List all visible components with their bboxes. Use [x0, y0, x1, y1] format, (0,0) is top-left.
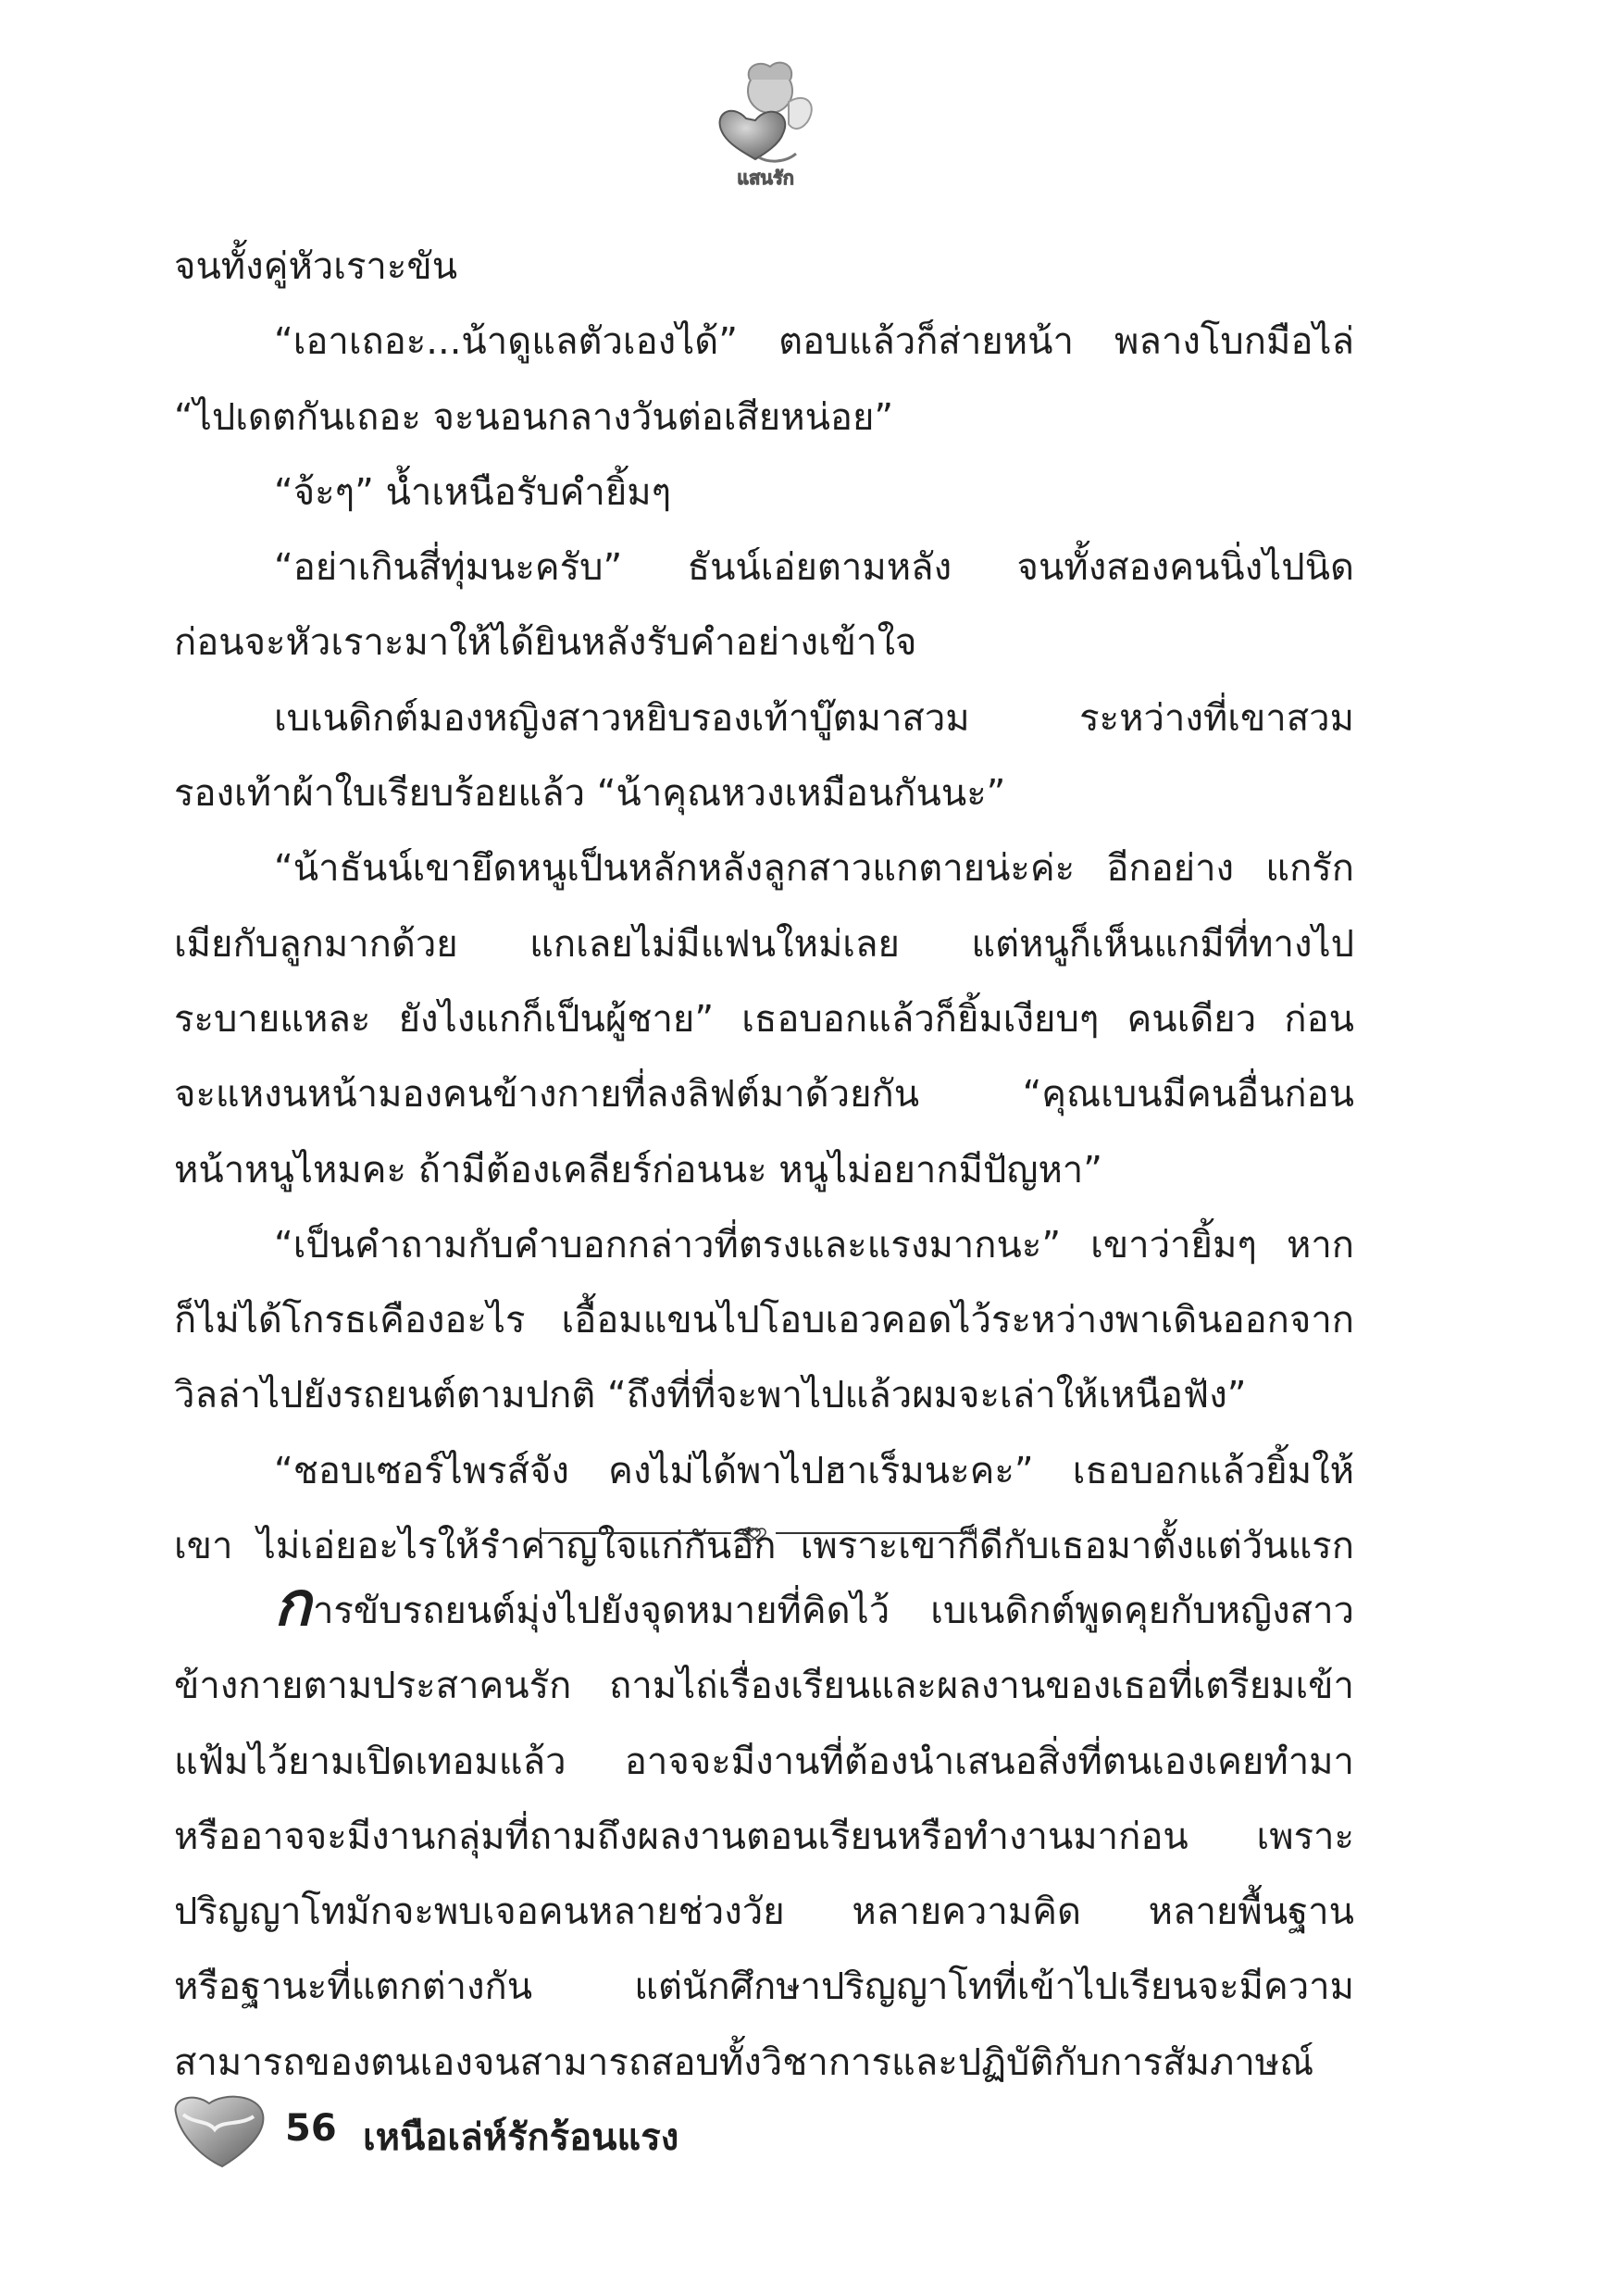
paragraph-line: รองเท้าผ้าใบเรียบร้อยแล้ว “น้าคุณหวงเหมือนกันนะ”: [174, 772, 1006, 816]
paragraph-line: ปริญญาโทมักจะพบเจอคนหลายช่วงวัย หลายความคิด หลายพื้นฐาน: [174, 1890, 1354, 1934]
paragraph-line: “ไปเดตกันเถอะ จะนอนกลางวันต่อเสียหน่อย”: [174, 395, 894, 439]
double-heart-ornament-icon: [537, 1522, 981, 1544]
logo-text: แสนรัก: [737, 167, 794, 189]
scene-separator: [537, 1522, 981, 1544]
paragraph-line: ก็ไม่ได้โกรธเคืองอะไร เอื้อมแขนไปโอบเอวคอดไว้ระหว่างพาเดินออกจาก: [174, 1299, 1354, 1342]
paragraph-line: หรืออาจจะมีงานกลุ่มที่ถามถึงผลงานตอนเรียนหรือทำงานมาก่อน เพราะ: [174, 1815, 1354, 1858]
paragraph-line: “อย่าเกินสี่ทุ่มนะครับ” ธันน์เอ่ยตามหลัง จนทั้งสองคนนิ่งไปนิด: [274, 546, 1354, 590]
book-title: เหนือเล่ห์รักร้อนแรง: [363, 2116, 679, 2159]
section-b: [174, 1567, 1354, 2101]
paragraph-line: ระบายแหละ ยังไงแกก็เป็นผู้ชาย” เธอบอกแล้วก็ยิ้มเงียบๆ คนเดียว ก่อน: [174, 997, 1354, 1041]
header-logo: [703, 54, 826, 193]
paragraph-line: เบเนดิกต์มองหญิงสาวหยิบรองเท้าบู๊ตมาสวม ระหว่างที่เขาสวม: [274, 696, 1354, 740]
paragraph-line: “เป็นคำถามกับคำบอกกล่าวที่ตรงและแรงมากนะ” เขาว่ายิ้มๆ หาก: [274, 1223, 1354, 1267]
paragraph-line: จนทั้งคู่หัวเราะขัน: [174, 245, 458, 288]
paragraph-line: เมียกับลูกมากด้วย แกเลยไม่มีแฟนใหม่เลย แต่หนูก็เห็นแกมีที่ทางไป: [174, 922, 1354, 966]
paragraph-line-dropcap: [174, 1567, 1354, 1649]
dropcap-letter: ก: [274, 1567, 311, 1640]
paragraph-line: หน้าหนูไหมคะ ถ้ามีต้องเคลียร์ก่อนนะ หนูไม่อยากมีปัญหา”: [174, 1148, 1102, 1192]
paragraph-line: ก่อนจะหัวเราะมาให้ได้ยินหลังรับคำอย่างเข้าใจ: [174, 621, 917, 665]
paragraph-line: “ชอบเซอร์ไพรส์จัง คงไม่ได้พาไปฮาเร็มนะคะ” เธอบอกแล้วยิ้มให้: [274, 1449, 1354, 1492]
page-number: 56: [285, 2107, 337, 2150]
paragraph-line: เขา ไม่เอ่ยอะไรให้รำคาญใจแก่กันอีก เพราะเขาก็ดีกับเธอมาตั้งแต่วันแรก: [174, 1525, 1354, 1568]
section-a: [174, 230, 1354, 1584]
paragraph-line: “จ้ะๆ” น้ำเหนือรับคำยิ้มๆ: [274, 470, 672, 514]
paragraph-line: “น้าธันน์เขายึดหนูเป็นหลักหลังลูกสาวแกตายน่ะค่ะ อีกอย่าง แกรัก: [274, 847, 1354, 891]
paragraph-line: วิลล่าไปยังรถยนต์ตามปกติ “ถึงที่ที่จะพาไปแล้วผมจะเล่าให้เหนือฟัง”: [174, 1374, 1247, 1417]
heart-icon: [167, 2092, 268, 2170]
paragraph-line: แฟ้มไว้ยามเปิดเทอมแล้ว อาจจะมีงานที่ต้องนำเสนอสิ่งที่ตนเองเคยทำมา: [174, 1740, 1354, 1783]
paragraph-line: จะแหงนหน้ามองคนข้างกายที่ลงลิฟต์มาด้วยกัน “คุณเบนมีคนอื่นก่อน: [174, 1073, 1354, 1117]
paragraph-line: ข้างกายตามประสาคนรัก ถามไถ่เรื่องเรียนและผลงานของเธอที่เตรียมเข้า: [174, 1665, 1354, 1708]
page-footer: [167, 2092, 815, 2176]
dropcap-line-text: ารขับรถยนต์มุ่งไปยังจุดหมายที่คิดไว้ เบเนดิกต์พูดคุยกับหญิงสาว: [312, 1590, 1354, 1632]
paragraph-line: หรือฐานะที่แตกต่างกัน แต่นักศึกษาปริญญาโทที่เข้าไปเรียนจะมีความ: [174, 1965, 1354, 2009]
paragraph-line: “เอาเถอะ...น้าดูแลตัวเองได้” ตอบแล้วก็ส่ายหน้า พลางโบกมือไล่: [274, 320, 1354, 364]
paragraph-line: สามารถของตนเองจนสามารถสอบทั้งวิชาการและปฏิบัติกับการสัมภาษณ์: [174, 2040, 1314, 2084]
